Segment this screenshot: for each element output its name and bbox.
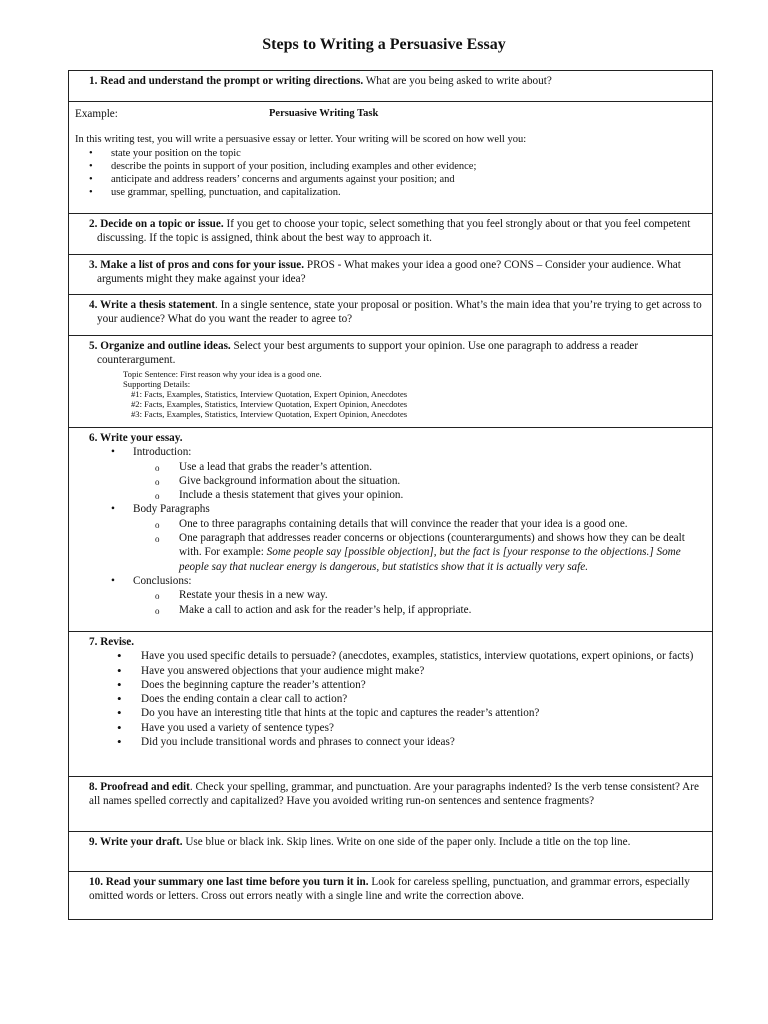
step-10-row <box>69 872 713 920</box>
step-6-row <box>69 428 713 632</box>
step-8-heading: 8. Proofread and edit <box>89 781 190 793</box>
step-4-row <box>69 295 713 336</box>
list-item: o Restate your thesis in a new way. <box>133 588 706 602</box>
example-cell <box>69 102 713 214</box>
step-2-heading: 2. Decide on a topic or issue. <box>89 218 224 230</box>
step-3-heading: 3. Make a list of pros and cons for your issue. <box>89 259 305 271</box>
step-1-text: What are you being asked to write about? <box>363 75 552 87</box>
list-item: • Have you used a variety of sentence types? <box>75 721 706 735</box>
step-8-row <box>69 777 713 832</box>
list-item: o Use a lead that grabs the reader’s attention. <box>133 460 706 474</box>
step-2-cell <box>69 214 713 255</box>
revise-list <box>75 649 706 749</box>
step-8-text: . Check your spelling, grammar, and punctuation. Are your paragraphs indented? Is the verb tense consistent? Are all names spelled correctly and capitalized? Have you avoided writing run-on sentences and sentence fragments? <box>89 781 699 808</box>
example-task-title: Persuasive Writing Task <box>269 108 379 119</box>
step-4-text: . In a single sentence, state your proposal or position. What’s the main idea that you’re trying to get across to your audience? What do you want the reader to agree to? <box>97 299 702 326</box>
step-4-cell <box>69 295 713 336</box>
step-7-heading: 7. Revise. <box>89 636 135 648</box>
outline-block <box>75 369 706 419</box>
essay-sections-list <box>75 445 706 617</box>
list-item: • anticipate and address readers’ concerns and arguments against your position; and <box>75 173 706 186</box>
example-header <box>75 107 706 121</box>
body-label: Body Paragraphs <box>133 503 210 516</box>
example-row <box>69 102 713 214</box>
step-6-heading: 6. Write your essay. <box>89 432 183 444</box>
list-item: o Make a call to action and ask for the reader’s help, if appropriate. <box>133 603 706 617</box>
step-2-row <box>69 214 713 255</box>
step-4-heading: 4. Write a thesis statement <box>89 299 216 311</box>
list-item: o One to three paragraphs containing details that will convince the reader that your idea is a good one. <box>133 517 706 531</box>
list-item: • state your position on the topic <box>75 147 706 160</box>
example-intro: In this writing test, you will write a persuasive essay or letter. Your writing will be scored on how well you: <box>75 134 527 145</box>
list-item: • describe the points in support of your position, including examples and other evidence; <box>75 160 706 173</box>
body-item-example: Some people say [possible objection], but the fact is [your response to the objections.] Some people say that nuclear energy is dangerous, but statistics show that it is actually very safe. <box>179 546 681 573</box>
page-title: Steps to Writing a Persuasive Essay <box>262 36 506 53</box>
step-9-cell <box>69 832 713 872</box>
list-item <box>75 502 706 573</box>
list-item: • Have you used specific details to persuade? (anecdotes, examples, statistics, interview quotations, expert opinions, or facts) <box>75 649 706 663</box>
step-5-row <box>69 336 713 428</box>
list-item <box>75 445 706 502</box>
list-item <box>75 574 706 617</box>
step-5-cell <box>69 336 713 428</box>
step-8-cell <box>69 777 713 832</box>
body-item-text: One paragraph that addresses reader concerns or objections (counterarguments) and shows how they can be dealt with. For example: <box>179 532 685 559</box>
step-7-cell <box>69 632 713 777</box>
step-1-row <box>69 71 713 102</box>
list-item: • Have you answered objections that your audience might make? <box>75 664 706 678</box>
step-1-cell <box>69 71 713 102</box>
step-2-text: If you get to choose your topic, select something that you feel strongly about or that you feel competent discussing. If the topic is assigned, think about the best way to approach it. <box>97 218 691 245</box>
list-item: • use grammar, spelling, punctuation, and capitalization. <box>75 186 706 199</box>
body-sublist <box>133 517 706 574</box>
example-bullet-list <box>75 147 706 199</box>
list-item: o Include a thesis statement that gives your opinion. <box>133 488 706 502</box>
outline-item: #2: Facts, Examples, Statistics, Interview Quotation, Expert Opinion, Anecdotes <box>131 398 408 409</box>
step-6-cell <box>69 428 713 632</box>
step-1-heading: 1. Read and understand the prompt or writing directions. <box>89 75 364 87</box>
step-3-text: PROS - What makes your idea a good one? CONS – Consider your audience. What arguments might they make against your idea? <box>97 259 681 286</box>
step-9-row <box>69 832 713 872</box>
step-5-text: Select your best arguments to support your opinion. Use one paragraph to address a reader counterargument. <box>97 340 639 367</box>
step-5-heading: 5. Organize and outline ideas. <box>89 340 231 352</box>
outline-item: #3: Facts, Examples, Statistics, Interview Quotation, Expert Opinion, Anecdotes <box>131 408 408 419</box>
step-10-heading: 10. Read your summary one last time before you turn it in. <box>89 876 369 888</box>
conclusion-sublist <box>133 588 706 617</box>
outline-item: #1: Facts, Examples, Statistics, Interview Quotation, Expert Opinion, Anecdotes <box>131 388 408 399</box>
list-item: • Do you have an interesting title that hints at the topic and captures the reader’s attention? <box>75 706 706 720</box>
example-label: Example: <box>75 108 118 120</box>
list-item: o Give background information about the situation. <box>133 474 706 488</box>
step-10-cell <box>69 872 713 920</box>
list-item: • Does the ending contain a clear call to action? <box>75 692 706 706</box>
step-9-text: Use blue or black ink. Skip lines. Write on one side of the paper only. Include a title on the top line. <box>182 836 631 848</box>
intro-label: Introduction: <box>133 446 192 459</box>
step-3-row <box>69 255 713 295</box>
step-9-heading: 9. Write your draft. <box>89 836 183 848</box>
step-7-row <box>69 632 713 777</box>
conclusion-label: Conclusions: <box>133 574 192 587</box>
steps-table <box>68 70 713 920</box>
list-item: • Did you include transitional words and phrases to connect your ideas? <box>75 735 706 749</box>
step-10-text: Look for careless spelling, punctuation, and grammar errors, especially omitted words or letters. Cross out errors neatly with a single line and write the correction above. <box>89 876 690 903</box>
step-3-cell <box>69 255 713 295</box>
list-item <box>133 531 706 574</box>
outline-topic: Topic Sentence: First reason why your idea is a good one. <box>123 368 322 379</box>
intro-sublist <box>133 460 706 503</box>
outline-supporting: Supporting Details: <box>123 378 191 389</box>
list-item: • Does the beginning capture the reader’s attention? <box>75 678 706 692</box>
